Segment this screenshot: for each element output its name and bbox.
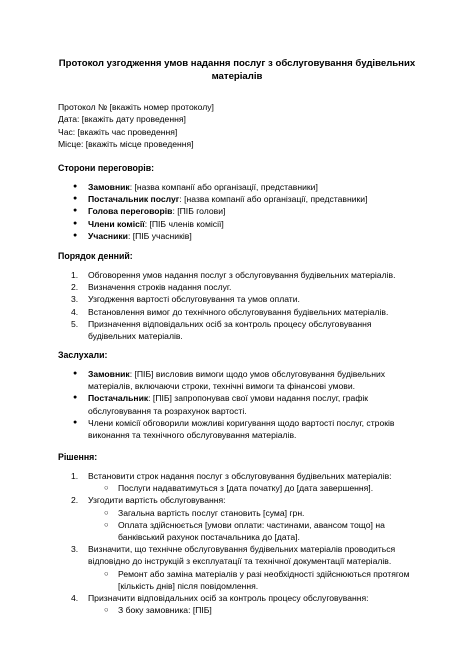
- protocol-number: Протокол № [вкажіть номер протоколу]: [58, 102, 214, 112]
- list-item: ● Члени комісії: [ПІБ членів комісії]: [58, 218, 416, 230]
- heard-section: [58, 349, 416, 441]
- list-item: ○ Ремонт або заміна матеріалів у разі необхідності здійснюються протягом [кількість днів] після повідомлення.: [58, 568, 416, 592]
- decision-4-sublist: [58, 604, 416, 616]
- parties-list: [58, 181, 416, 242]
- decisions-list-3: [58, 543, 416, 567]
- decisions-list-4: [58, 592, 416, 604]
- protocol-time: Час: [вкажіть час проведення]: [58, 126, 178, 137]
- list-item: ● Члени комісії обговорили можливі коригування щодо вартості послуг, строків виконання та технічного обслуговування матеріалів.: [58, 417, 416, 441]
- list-item: ● Постачальник: [ПІБ] запропонував свої умови надання послуг, графік обслуговування та розрахунок вартості.: [58, 392, 416, 416]
- decision-2-sublist: [58, 507, 416, 544]
- list-item: ● Замовник: [ПІБ] висловив вимоги щодо умов обслуговування будівельних матеріалів, включаючи строки, технічні вимоги та фінансові умови.: [58, 368, 416, 392]
- decisions-section: [58, 451, 416, 616]
- heard-heading: Заслухали:: [58, 350, 108, 360]
- list-item: 2. Визначення строків надання послуг.: [71, 282, 232, 293]
- protocol-date: Дата: [вкажіть дату проведення]: [58, 114, 186, 125]
- parties-section: [58, 162, 416, 242]
- list-item: ● Голова переговорів: [ПІБ голови]: [58, 205, 416, 217]
- list-item: 3. Визначити, що технічне обслуговування будівельних матеріалів проводиться відповідно до інструкцій з експлуатації та технічної документації матеріалів.: [71, 544, 396, 567]
- list-item: 3. Узгодження вартості обслуговування та умов оплати.: [71, 294, 300, 305]
- list-item: 4. Встановлення вимог до технічного обслуговування будівельних матеріалів.: [71, 306, 389, 317]
- list-item: ● Учасники: [ПІБ учасників]: [58, 230, 416, 242]
- list-item: 2. Узгодити вартість обслуговування:: [71, 495, 226, 506]
- agenda-list: [58, 269, 416, 342]
- protocol-meta: [58, 101, 416, 150]
- decisions-list: [58, 470, 416, 482]
- decisions-list-2: [58, 494, 416, 506]
- list-item: ○ Послуги надаватимуться з [дата початку] до [дата завершення].: [58, 482, 416, 494]
- parties-heading: Сторони переговорів:: [58, 163, 155, 173]
- heard-list: [58, 368, 416, 441]
- list-item: ○ Оплата здійснюється [умови оплати: частинами, авансом тощо] на банківський рахунок постачальника до [дата].: [58, 519, 416, 543]
- list-item: 1. Встановити строк надання послуг з обслуговування будівельних матеріалів:: [71, 471, 392, 481]
- decision-1-sublist: [58, 482, 416, 494]
- list-item: ○ З боку замовника: [ПІБ]: [58, 604, 416, 616]
- protocol-place: Місце: [вкажіть місце проведення]: [58, 138, 194, 149]
- list-item: 1. Обговорення умов надання послуг з обслуговування будівельних матеріалів.: [71, 270, 396, 280]
- agenda-section: [58, 250, 416, 342]
- list-item: ● Замовник: [назва компанії або організації, представники]: [58, 181, 416, 193]
- decisions-heading: Рішення:: [58, 452, 98, 462]
- list-item: ● Постачальник послуг: [назва компанії або організації, представники]: [58, 193, 416, 205]
- list-item: 5. Призначення відповідальних осіб за контроль процесу обслуговування будівельних матеріалів.: [71, 318, 372, 342]
- decision-3-sublist: [58, 568, 416, 592]
- document-title: Протокол узгодження умов надання послуг з обслуговування будівельних матеріалів: [58, 58, 416, 82]
- agenda-heading: Порядок денний:: [58, 251, 133, 261]
- list-item: 4. Призначити відповідальних осіб за контроль процесу обслуговування:: [71, 593, 369, 604]
- list-item: ○ Загальна вартість послуг становить [сума] грн.: [58, 507, 416, 519]
